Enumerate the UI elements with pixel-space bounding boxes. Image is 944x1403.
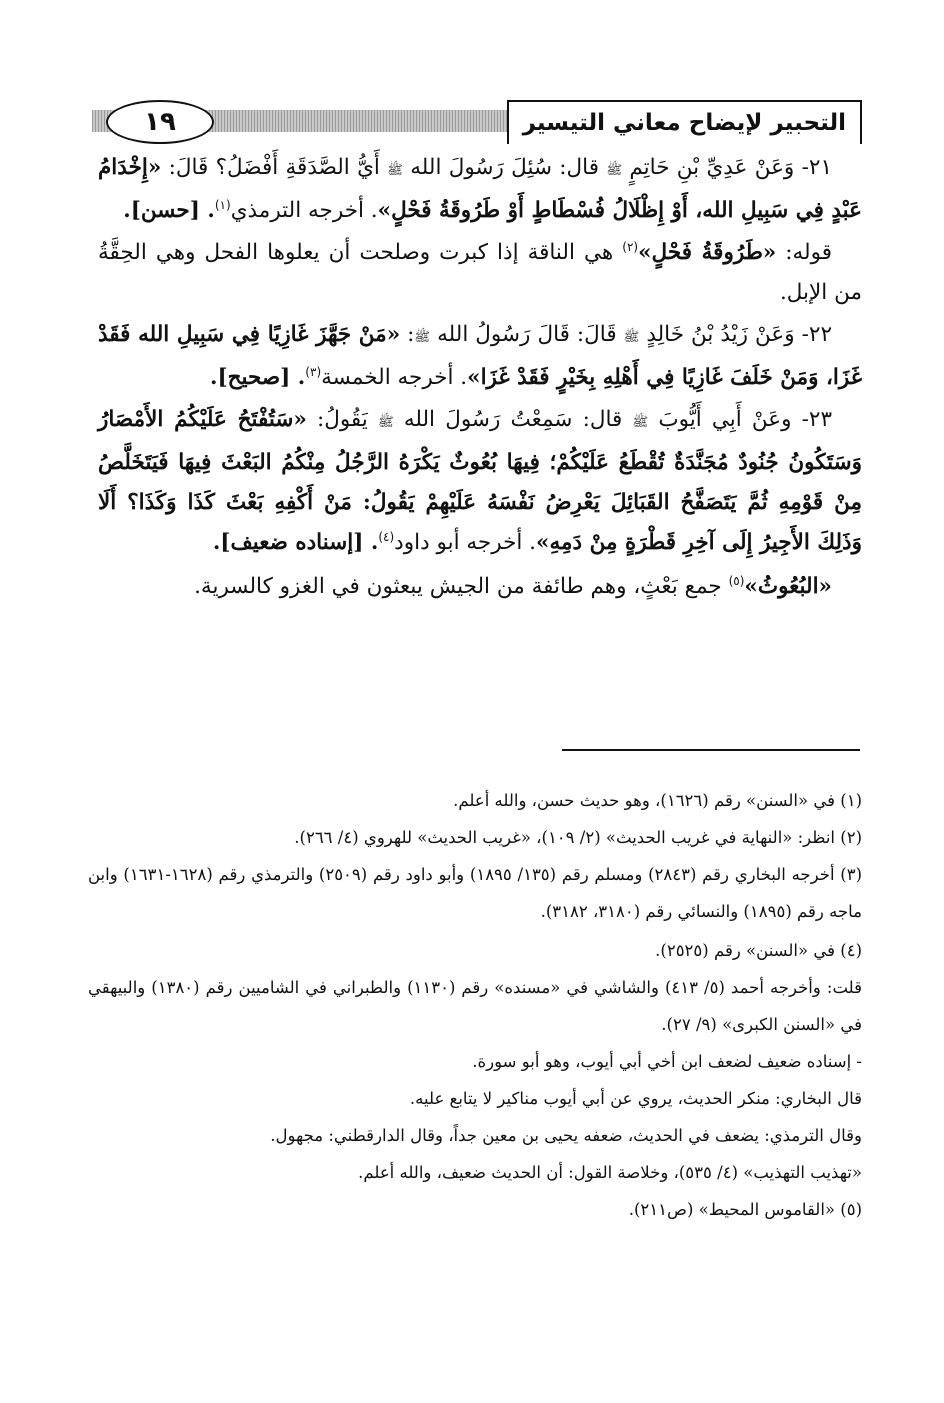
narrator-text: وَعَنْ زَيْدُ بْنُ خَالِدٍ: [639, 322, 795, 347]
footnote-1: (١) في «السنن» رقم (١٦٢٦)، وهو حديث حسن، والله أعلم.: [453, 791, 862, 810]
hadith-text: قال: سُئِلَ رَسُولَ الله: [402, 155, 607, 180]
footnote-4-isnad: - إسناده ضعيف لضعف ابن أخي أبي أيوب، وهو أبو سورة.: [472, 1052, 862, 1071]
honorific-glyph: ﷺ: [632, 415, 649, 430]
prophetic-quote: «سَتُفْتَحُ عَلَيْكُمُ الأَمْصَارُ وَسَتَكُونُ جُنُودٌ مُجَنَّدَةٌ تُقْطَعُ عَلَيْكُمْ؛ فِيهَا بُعُوثٌ يَكْرَهُ الرَّجُلُ مِنْكُمُ البَعْثَ فِيهَا فَيَتَخَلَّصُ مِنْ قَوْمِهِ ثُمَّ يَتَصَفَّحُ القَبَائِلَ يَعْرِضُ نَفْسَهُ عَلَيْهِمْ يَقُولُ: مَنْ أَكْفِهِ بَعْثَ كَذَا وَكَذَا؟ أَلَا وَذَلِكَ الأَجِيرُ إِلَى آخِرِ قَطْرَةٍ مِنْ دَمِهِ»: [98, 407, 862, 555]
hadith-22: [98, 315, 862, 398]
main-text: [98, 148, 862, 609]
footnote-3: (٣) أخرجه البخاري رقم (٢٨٤٣) ومسلم رقم (١٣٥/ ١٨٩٥) وأبو داود رقم (٢٥٠٩) والترمذي رقم (١٦٢٨-١٦٣١) وابن ماجه رقم (١٨٩٥) والنسائي رقم (٣١٨٠، ٣١٨٢).: [88, 865, 862, 921]
hadith-grade: . [إسناده ضعيف].: [212, 530, 379, 555]
footnote-2: (٢) انظر: «النهاية في غريب الحديث» (٢/ ١٠٩)، «غريب الحديث» للهروي (٤/ ٢٦٦).: [294, 828, 862, 847]
explained-term: «طَرُوقَةُ فَحْلٍ»: [638, 240, 777, 265]
source-text: . أخرجه الترمذي: [230, 198, 378, 223]
explanation-text: هي الناقة إذا كبرت وصلحت أن يعلوها الفحل وهي الحِقَّةُ من الإبل.: [98, 240, 862, 305]
page-number: ١٩: [106, 100, 214, 144]
footnote-5: (٥) «القاموس المحيط» (ص٢١١).: [628, 1200, 862, 1219]
hadith-grade: . [حسن].: [123, 198, 215, 223]
footnote-marker[interactable]: (٤): [378, 529, 395, 544]
hadith-23: [98, 400, 862, 563]
narrator-text: وَعَنْ عَدِيِّ بْنِ حَاتِمٍ: [622, 155, 795, 180]
footnote-separator: [562, 749, 860, 751]
hadith-text: قَالَ: قَالَ رَسُولُ الله: [430, 322, 624, 347]
explanation-text: قوله:: [776, 240, 832, 265]
prophetic-quote: «مَنْ جَهَّزَ غَازِيًا فِي سَبِيلِ الله فَقَدْ غَزَا، وَمَنْ خَلَفَ غَازِيًا فِي أَهْلِهِ بِخَيْرٍ فَقَدْ غَزَا»: [98, 322, 862, 390]
footnote-4-note: قلت: وأخرجه أحمد (٥/ ٤١٣) والشاشي في «مسنده» رقم (١١٣٠) والطبراني في الشاميين رقم (١٣٨٠) والبيهقي في «السنن الكبرى» (٩/ ٢٧).: [88, 978, 862, 1034]
footnotes: [88, 782, 862, 1228]
hadith-grade: . [صحيح].: [209, 365, 306, 390]
book-title: التحبير لإيضاح معاني التيسير: [507, 100, 862, 144]
footnote-marker[interactable]: (٥): [728, 573, 745, 588]
footnote-marker[interactable]: (٢): [622, 239, 639, 254]
footnote-4-bukhari: قال البخاري: منكر الحديث، يروي عن أبي أيوب مناكير لا يتابع عليه.: [409, 1089, 862, 1108]
explanation-2: [98, 567, 862, 607]
explanation-1: [98, 233, 862, 313]
source-text: . أخرجه الخمسة: [321, 365, 468, 390]
running-header: [92, 100, 862, 146]
hadith-text: قال: سَمِعْتُ رَسُولَ الله: [393, 407, 633, 432]
prophetic-quote: «إِخْدَامُ عَبْدٍ فِي سَبِيلِ الله، أَوْ إِظْلَالُ فُسْطَاطٍ أَوْ طَرُوقَةُ فَحْلٍ»: [98, 155, 862, 223]
hadith-text: أَيُّ الصَّدَقَةِ أَفْضَلُ؟ قَالَ:: [161, 155, 388, 180]
footnote-4-conclusion: «تهذيب التهذيب» (٤/ ٥٣٥)، وخلاصة القول: أن الحديث ضعيف، والله أعلم.: [358, 1163, 862, 1182]
hadith-text: :: [400, 322, 415, 347]
hadith-text: يَقُولُ:: [306, 407, 378, 432]
source-text: . أخرجه أبو داود: [394, 530, 537, 555]
honorific-glyph: ﷺ: [606, 163, 623, 178]
narrator-text: وعَنْ أَبِي أَيُّوبَ: [648, 407, 792, 432]
explanation-text: جمع بَعْثٍ، وهم طائفة من الجيش يبعثون في الغزو كالسرية.: [194, 574, 729, 599]
hadith-number: ٢٢-: [794, 322, 833, 347]
hadith-21: [98, 148, 862, 231]
hadith-number: ٢٣-: [791, 407, 833, 432]
explained-term: «البُعُوثُ»: [744, 574, 832, 599]
footnote-4-tirmidhi: وقال الترمذي: يضعف في الحديث، ضعفه يحيى بن معين جداً، وقال الدارقطني: مجهول.: [270, 1126, 862, 1145]
footnote-marker[interactable]: (١): [214, 197, 231, 212]
footnote-marker[interactable]: (٣): [305, 364, 322, 379]
honorific-glyph: ﷺ: [623, 330, 640, 345]
hadith-number: ٢١-: [794, 155, 833, 180]
salutation-glyph: ﷺ: [377, 415, 394, 430]
footnote-4: (٤) في «السنن» رقم (٢٥٢٥).: [655, 941, 862, 960]
salutation-glyph: ﷺ: [414, 330, 431, 345]
salutation-glyph: ﷺ: [387, 163, 403, 178]
